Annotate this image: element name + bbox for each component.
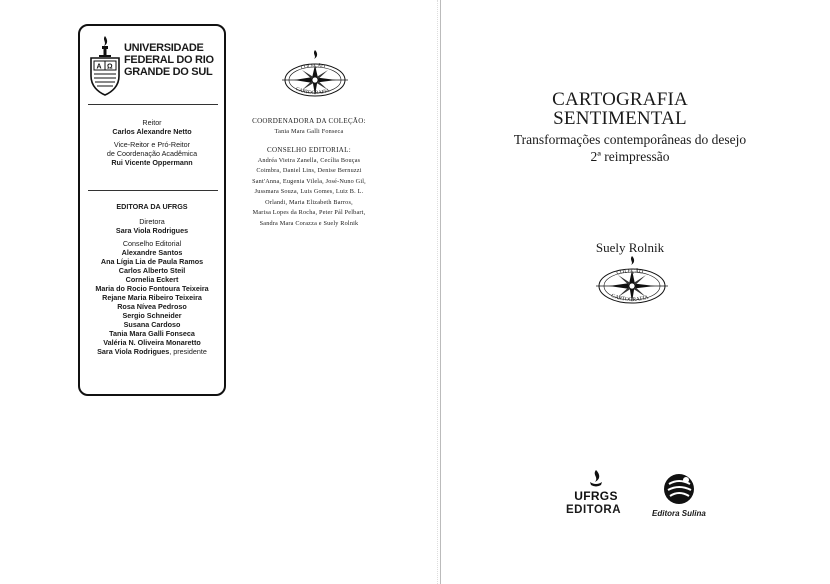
university-credits-box xyxy=(78,24,226,396)
board-heading: CONSELHO EDITORIAL: xyxy=(267,146,351,154)
diretora-name: Sara Viola Rodrigues xyxy=(115,226,189,235)
emblem-top-text: COLEÇÃO xyxy=(300,63,326,72)
svg-text:COLEÇÃO xyxy=(616,267,643,277)
conselho-member: Valéria N. Oliveira Monaretto xyxy=(103,338,201,347)
board-line: Sandra Mara Corazza e Suely Rolnik xyxy=(259,219,359,227)
title-line: SENTIMENTAL xyxy=(553,108,687,129)
conselho-member: Sergio Schneider xyxy=(122,311,182,320)
ufrgs-editora-label: EDITORA xyxy=(566,504,622,516)
editora-heading: EDITORA DA UFRGS xyxy=(116,202,188,211)
conselho-member: Tania Mara Galli Fonseca xyxy=(109,329,195,338)
conselho-member: Cornelia Eckert xyxy=(125,275,179,284)
board-line: Sant'Anna, Eugenia Vilela, José-Nuno Gil, xyxy=(252,177,366,185)
board-line: Coimbra, Daniel Lins, Denise Bernuzzi xyxy=(256,167,362,174)
subtitle-text: Transformações contemporâneas do desejo xyxy=(513,132,747,147)
conselho-member: Carlos Alberto Steil xyxy=(118,266,186,275)
coordinator-name: Tania Mara Galli Fonseca xyxy=(274,127,344,135)
ufrgs-wordmark: UFRGS xyxy=(574,489,618,503)
university-name-line: FEDERAL DO RIO xyxy=(124,54,214,66)
board-line: Orlandi, Maria Elizabeth Barros, xyxy=(265,198,353,206)
page-fold xyxy=(440,0,441,584)
diretora-label: Diretora xyxy=(139,217,165,226)
collection-emblem-icon xyxy=(594,254,670,321)
conselho-member: Alexandre Santos xyxy=(121,248,183,257)
divider xyxy=(88,104,218,105)
conselho-label: Conselho Editorial xyxy=(122,239,182,248)
conselho-member: Rejane Maria Ribeiro Teixeira xyxy=(102,293,202,302)
editora-ufrgs-block xyxy=(78,202,226,356)
university-name-line: UNIVERSIDADE xyxy=(124,42,204,54)
emblem-bottom-text: CARTOGRAFIA xyxy=(294,86,331,97)
president-name: Sara Viola Rodrigues xyxy=(97,347,170,356)
svg-text:A: A xyxy=(96,63,102,71)
sulina-logo-icon xyxy=(662,472,696,511)
conselho-president xyxy=(78,347,226,356)
conselho-member: Maria do Rocio Fontoura Teixeira xyxy=(95,284,209,293)
board-line: Andréa Vieira Zanella, Cecília Bouças xyxy=(257,156,361,164)
university-crest-icon xyxy=(88,34,122,101)
edition-text: 2ª reimpressão xyxy=(590,149,670,164)
svg-text:Ω: Ω xyxy=(107,63,113,71)
reitor-label: Reitor xyxy=(142,118,162,127)
vice-label: Vice-Reitor e Pró-Reitor xyxy=(113,140,191,149)
board-line: Marisa Lopes da Rocha, Peter Pál Pelbart, xyxy=(252,209,366,216)
board-line: Jussmara Souza, Luis Gomes, Luiz B. L. xyxy=(254,188,364,195)
conselho-member: Rosa Nívea Pedroso xyxy=(117,302,187,311)
collection-info xyxy=(214,116,404,229)
reitor-block xyxy=(78,118,226,167)
collection-emblem-icon xyxy=(280,48,350,113)
book-title xyxy=(500,90,740,128)
divider xyxy=(88,190,218,191)
coordinator-heading: COORDENADORA DA COLEÇÃO: xyxy=(252,117,366,125)
vice-name: Rui Vicente Oppermann xyxy=(111,158,193,167)
conselho-member: Ana Lígia Lia de Paula Ramos xyxy=(100,257,204,266)
sulina-label: Editora Sulina xyxy=(652,509,706,518)
title-line: CARTOGRAFIA xyxy=(552,89,688,110)
conselho-member: Susana Cardoso xyxy=(123,320,181,329)
university-name xyxy=(124,42,224,78)
reitor-name: Carlos Alexandre Netto xyxy=(112,127,192,136)
author-name: Suely Rolnik xyxy=(595,240,665,255)
ufrgs-editora-logo xyxy=(566,468,626,509)
emblem-top-text: COLEÇÃO xyxy=(615,268,644,277)
vice-label: de Coordenação Acadêmica xyxy=(106,149,198,158)
book-subtitle xyxy=(480,131,780,165)
emblem-bottom-text: CARTOGRAFIA xyxy=(610,293,650,304)
president-role: , presidente xyxy=(169,347,207,356)
svg-text:CARTOGRAFIA xyxy=(610,293,649,303)
page-fold-shadow xyxy=(437,0,438,584)
university-name-line: GRANDE DO SUL xyxy=(124,66,213,78)
